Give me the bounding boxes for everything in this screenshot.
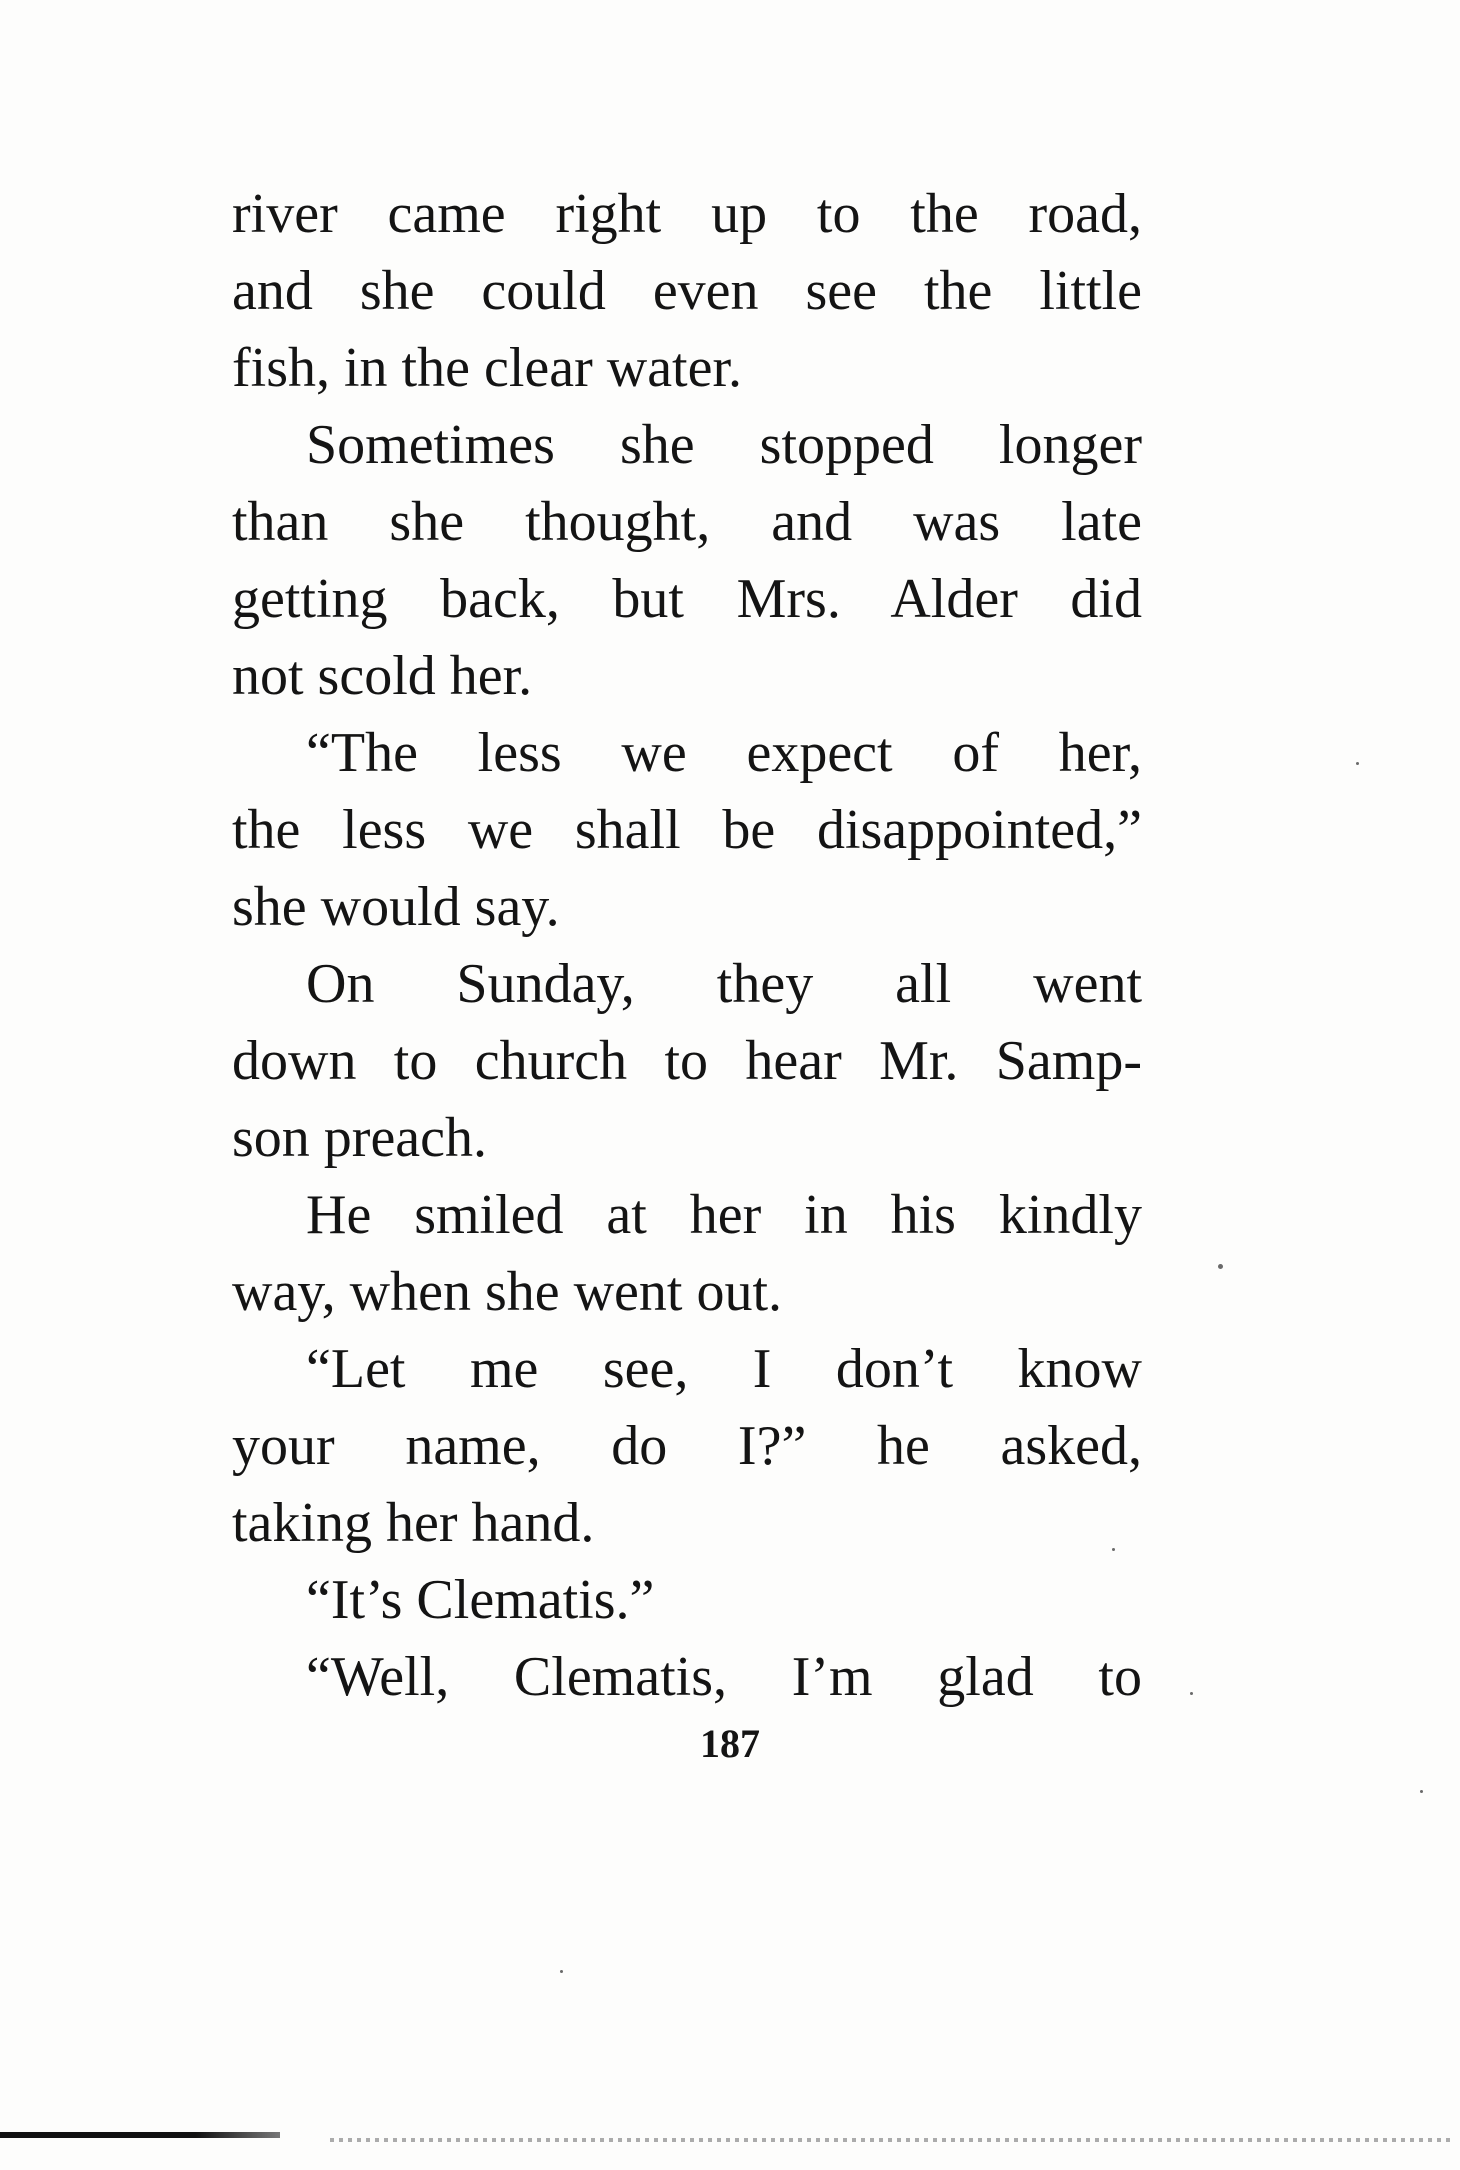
text-line: than she thought, and was late (232, 491, 1142, 553)
text-line: and she could even see the little (232, 260, 1142, 322)
text-line: fish, in the clear water. (232, 337, 743, 399)
text-line: “Well, Clematis, I’m glad to (306, 1646, 1142, 1708)
text-line: she would say. (232, 876, 560, 938)
text-line: On Sunday, they all went (306, 953, 1142, 1015)
text-line: the less we shall be disappointed,” (232, 799, 1142, 861)
scan-speck (1356, 762, 1359, 765)
scan-speck (560, 1970, 563, 1973)
text-line: “The less we expect of her, (306, 722, 1142, 784)
scan-edge-rule (0, 2132, 280, 2138)
text-line: “It’s Clematis.” (306, 1569, 655, 1631)
text-line: getting back, but Mrs. Alder did (232, 568, 1142, 630)
text-line: river came right up to the road, (232, 183, 1142, 245)
text-line: not scold her. (232, 645, 533, 707)
scan-speck (1218, 1264, 1223, 1269)
scan-speck (1112, 1548, 1115, 1551)
text-line: Sometimes she stopped longer (306, 414, 1142, 476)
text-line: way, when she went out. (232, 1261, 783, 1323)
scan-speck (1420, 1790, 1423, 1793)
text-line: your name, do I?” he asked, (232, 1415, 1142, 1477)
scan-speck (1190, 1692, 1193, 1695)
text-line: son preach. (232, 1107, 488, 1169)
scan-edge-noise (330, 2138, 1450, 2142)
text-line: down to church to hear Mr. Samp- (232, 1030, 1142, 1092)
text-line: He smiled at her in his kindly (306, 1184, 1142, 1246)
body-text (232, 176, 1142, 1716)
page-number: 187 (700, 1721, 760, 1766)
text-line: taking her hand. (232, 1492, 595, 1554)
text-line: “Let me see, I don’t know (306, 1338, 1142, 1400)
